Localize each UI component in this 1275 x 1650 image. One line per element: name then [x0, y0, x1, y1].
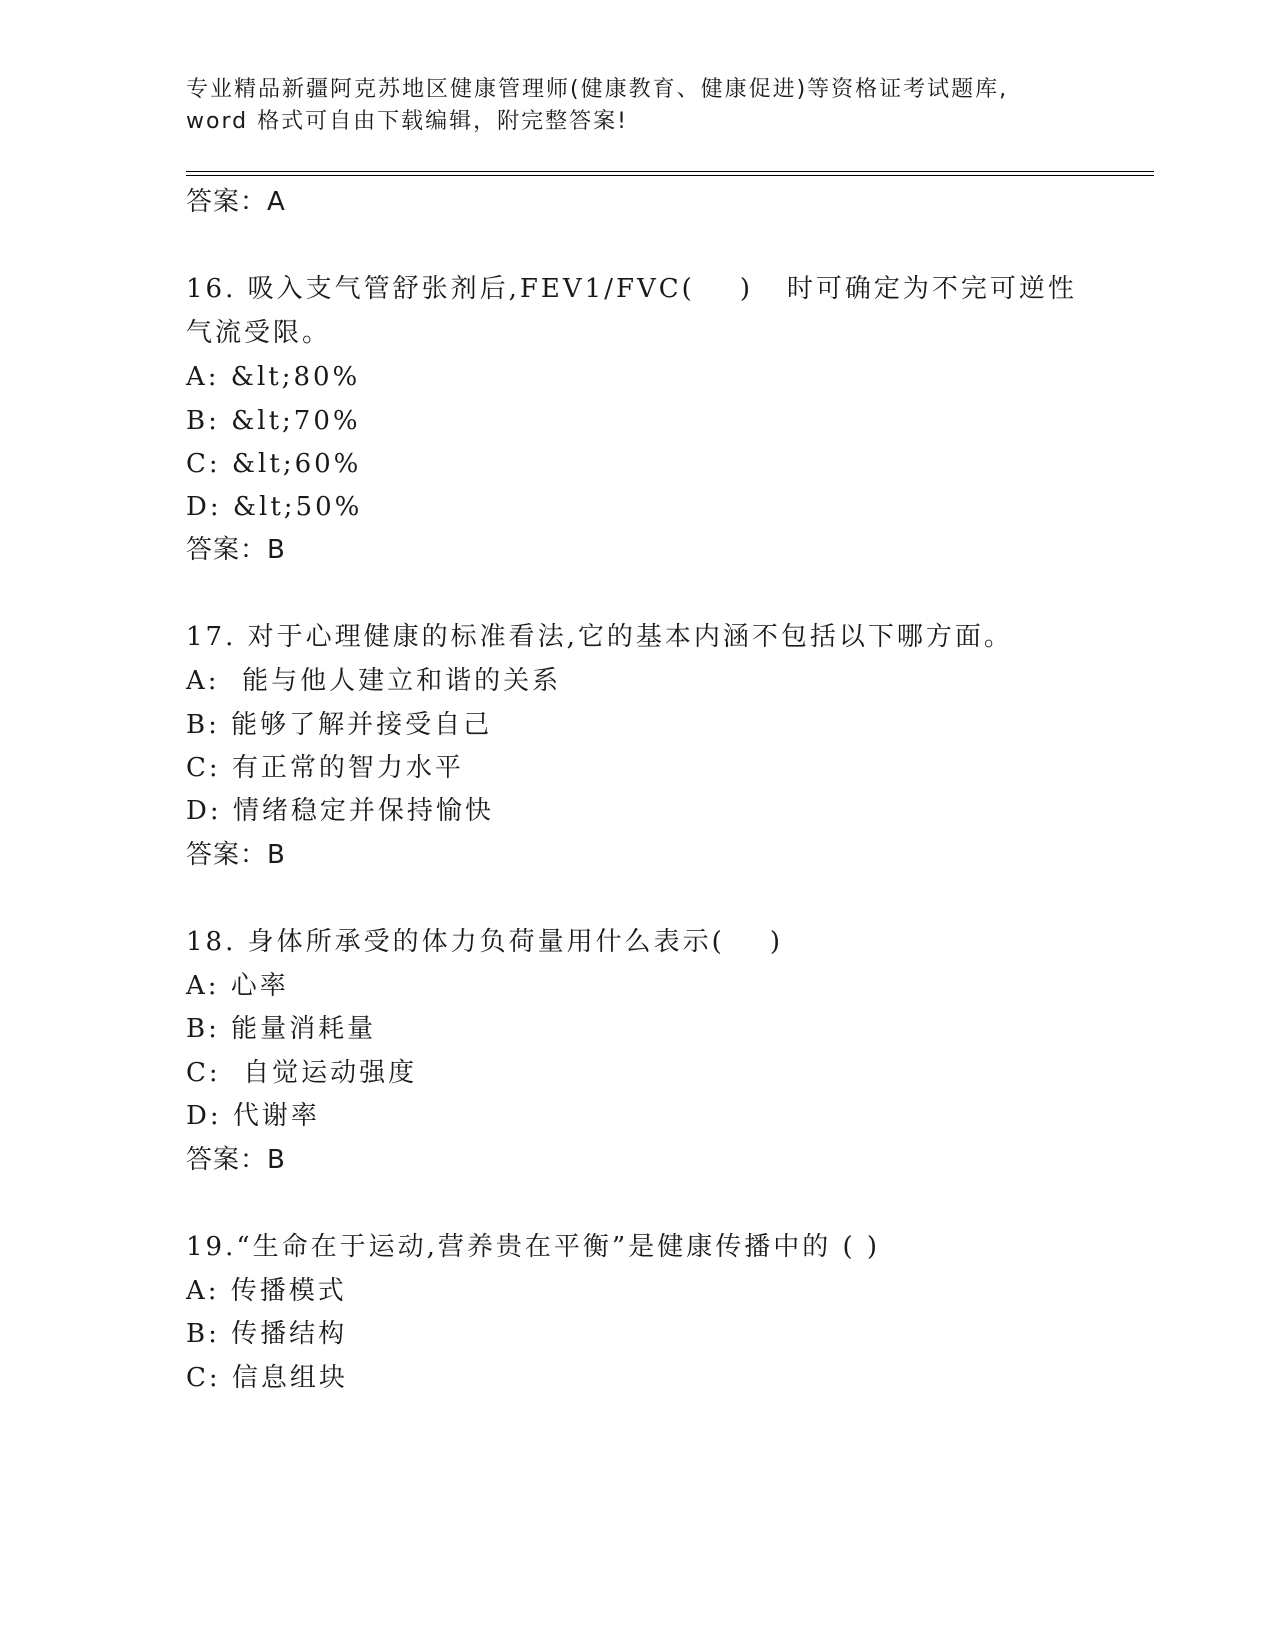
question-17-answer: 答案：B — [186, 840, 286, 870]
question-18-option-d: D: 代谢率 — [186, 1101, 320, 1131]
question-17-stem: 17. 对于心理健康的标准看法,它的基本内涵不包括以下哪方面。 — [186, 622, 1013, 652]
question-18-option-c: C: 自觉运动强度 — [186, 1058, 418, 1088]
question-19-option-b: B: 传播结构 — [186, 1319, 348, 1349]
header-title-line: 专业精品新疆阿克苏地区健康管理师(健康教育、健康促进)等资格证考试题库, — [186, 77, 1009, 102]
question-16-stem: 16. 吸入支气管舒张剂后,FEV1/FVC( ) 时可确定为不完可逆性 — [186, 274, 1077, 304]
question-16-option-c: C: &lt;60% — [186, 449, 362, 479]
question-16-option-a: A: &lt;80% — [186, 362, 361, 392]
header-rule-top — [186, 171, 1154, 172]
question-19-stem: 19.“生命在于运动,营养贵在平衡”是健康传播中的 ( ) — [186, 1232, 881, 1262]
question-19-option-c: C: 信息组块 — [186, 1363, 348, 1393]
question-17-option-b: B: 能够了解并接受自己 — [186, 710, 493, 740]
question-16-stem-cont: 气流受限。 — [186, 318, 332, 348]
question-18-option-b: B: 能量消耗量 — [186, 1014, 377, 1044]
header-rule-bottom — [186, 175, 1154, 176]
question-18-answer: 答案：B — [186, 1145, 286, 1175]
document-header — [186, 74, 1086, 138]
question-19-option-a: A: 传播模式 — [186, 1276, 347, 1306]
question-18-stem: 18. 身体所承受的体力负荷量用什么表示( ) — [186, 927, 783, 957]
question-16-option-d: D: &lt;50% — [186, 492, 363, 522]
answer-prev: 答案：A — [186, 187, 286, 217]
header-subtitle-line: word 格式可自由下载编辑，附完整答案! — [186, 109, 628, 134]
question-17-option-d: D: 情绪稳定并保持愉快 — [186, 796, 494, 826]
question-17-option-a: A: 能与他人建立和谐的关系 — [186, 666, 562, 696]
question-17-option-c: C: 有正常的智力水平 — [186, 753, 464, 783]
question-18-option-a: A: 心率 — [186, 971, 289, 1001]
question-16-answer: 答案：B — [186, 535, 286, 565]
question-16-option-b: B: &lt;70% — [186, 406, 361, 436]
